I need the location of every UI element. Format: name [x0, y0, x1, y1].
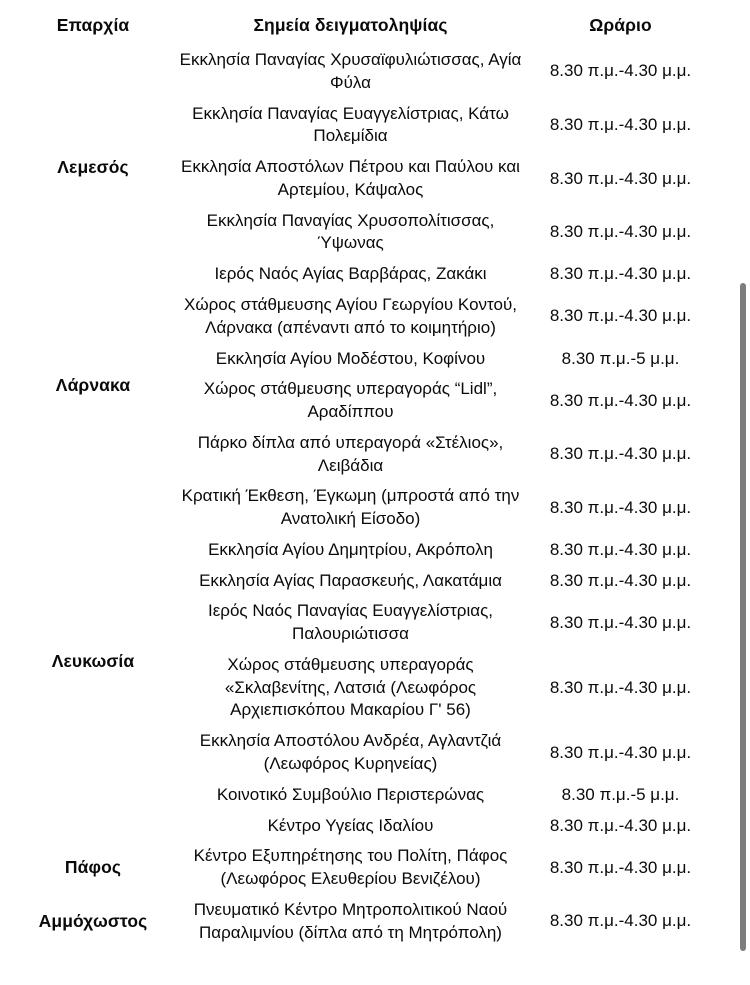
sampling-point-cell: Πάρκο δίπλα από υπεραγορά «Στέλιος», Λειβάδια [197, 432, 504, 475]
hours-cell: 8.30 π.μ.-4.30 μ.μ. [549, 390, 692, 410]
sampling-points-table [18, 0, 708, 948]
sampling-point-cell: Εκκλησία Παναγίας Ευαγγελίστριας, Κάτω Πολεμίδια [192, 103, 509, 146]
hours-cell: 8.30 π.μ.-4.30 μ.μ. [549, 61, 692, 81]
table-row [18, 841, 708, 895]
sampling-point-cell: Κοινοτικό Συμβούλιο Περιστερώνας [216, 784, 485, 804]
column-header-hours: Ωράριο [589, 15, 652, 35]
district-cell: Πάφος [64, 857, 122, 878]
district-cell: Λεμεσός [57, 156, 129, 177]
table-row [18, 481, 708, 535]
sampling-point-cell: Εκκλησία Παναγίας Χρυσαϊφυλιώτισσας, Αγία Φύλα [179, 50, 522, 92]
hours-cell: 8.30 π.μ.-5 μ.μ. [561, 348, 680, 368]
sampling-point-cell: Χώρος στάθμευσης υπεραγοράς “Lidl”, Αραδίππου [203, 379, 498, 422]
sampling-point-cell: Χώρος στάθμευσης Αγίου Γεωργίου Κοντού, Λάρνακα (απέναντι από το κοιμητήριο) [184, 294, 517, 337]
vertical-scrollbar[interactable] [737, 0, 750, 985]
sampling-point-cell: Εκκλησία Αγίου Δημητρίου, Ακρόπολη [208, 539, 493, 559]
table-row [18, 45, 708, 99]
sampling-point-cell: Ιερός Ναός Παναγίας Ευαγγελίστριας, Παλουριώτισσα [208, 601, 493, 644]
sampling-point-cell: Εκκλησία Παναγίας Χρυσοπολίτισσας, Ύψωνας [206, 210, 495, 253]
sampling-point-cell: Εκκλησία Αγίου Μοδέστου, Κοφίνου [215, 348, 486, 368]
sampling-point-cell: Ιερός Ναός Αγίας Βαρβάρας, Ζακάκι [214, 264, 487, 284]
table-header-row [18, 0, 708, 45]
sampling-point-cell: Εκκλησία Αγίας Παρασκευής, Λακατάμια [199, 570, 502, 590]
hours-cell: 8.30 π.μ.-4.30 μ.μ. [549, 911, 692, 931]
hours-cell: 8.30 π.μ.-4.30 μ.μ. [549, 612, 692, 632]
hours-cell: 8.30 π.μ.-4.30 μ.μ. [549, 168, 692, 188]
district-cell: Αμμόχωστος [38, 910, 148, 931]
hours-cell: 8.30 π.μ.-4.30 μ.μ. [549, 570, 692, 590]
hours-cell: 8.30 π.μ.-4.30 μ.μ. [549, 222, 692, 242]
hours-cell: 8.30 π.μ.-5 μ.μ. [561, 784, 680, 804]
hours-cell: 8.30 π.μ.-4.30 μ.μ. [549, 115, 692, 134]
district-cell: Λευκωσία [51, 650, 135, 671]
hours-cell: 8.30 π.μ.-4.30 μ.μ. [549, 742, 692, 762]
scrollbar-thumb[interactable] [740, 283, 746, 951]
sampling-point-cell: Κρατική Έκθεση, Έγκωμη (μπροστά από την Ανατολική Είσοδο) [181, 486, 520, 529]
hours-cell: 8.30 π.μ.-4.30 μ.μ. [549, 539, 692, 559]
hours-cell: 8.30 π.μ.-4.30 μ.μ. [549, 444, 692, 464]
table-row [18, 895, 708, 949]
table-body [18, 45, 708, 948]
hours-cell: 8.30 π.μ.-4.30 μ.μ. [549, 677, 692, 697]
hours-cell: 8.30 π.μ.-4.30 μ.μ. [549, 815, 692, 835]
sampling-point-cell: Εκκλησία Αποστόλων Πέτρου και Παύλου και Αρτεμίου, Κάψαλος [181, 157, 520, 199]
column-header-district: Επαρχία [56, 15, 130, 35]
sampling-point-cell: Κέντρο Υγείας Ιδαλίου [267, 815, 434, 835]
sampling-point-cell: Κέντρο Εξυπηρέτησης του Πολίτη, Πάφος (Λεωφόρος Ελευθερίου Βενιζέλου) [193, 846, 508, 889]
district-cell: Λάρνακα [55, 374, 131, 395]
sampling-point-cell: Εκκλησία Αποστόλου Ανδρέα, Αγλαντζιά (Λεωφόρος Κυρηνείας) [199, 731, 502, 773]
table-header [18, 0, 708, 45]
hours-cell: 8.30 π.μ.-4.30 μ.μ. [549, 306, 692, 326]
sampling-point-cell: Χώρος στάθμευσης υπεραγοράς «Σκλαβενίτης, Λατσιά (Λεωφόρος Αρχιεπισκόπου Μακαρίου Γ' 56) [224, 654, 477, 720]
table-row [18, 290, 708, 344]
hours-cell: 8.30 π.μ.-4.30 μ.μ. [549, 497, 692, 517]
hours-cell: 8.30 π.μ.-4.30 μ.μ. [549, 857, 692, 877]
sampling-point-cell: Πνευματικό Κέντρο Μητροπολιτικού Ναού Παραλιμνίου (δίπλα από τη Μητρόπολη) [193, 899, 508, 942]
column-header-sampling-point: Σημεία δειγματοληψίας [253, 15, 448, 35]
hours-cell: 8.30 π.μ.-4.30 μ.μ. [549, 264, 692, 284]
